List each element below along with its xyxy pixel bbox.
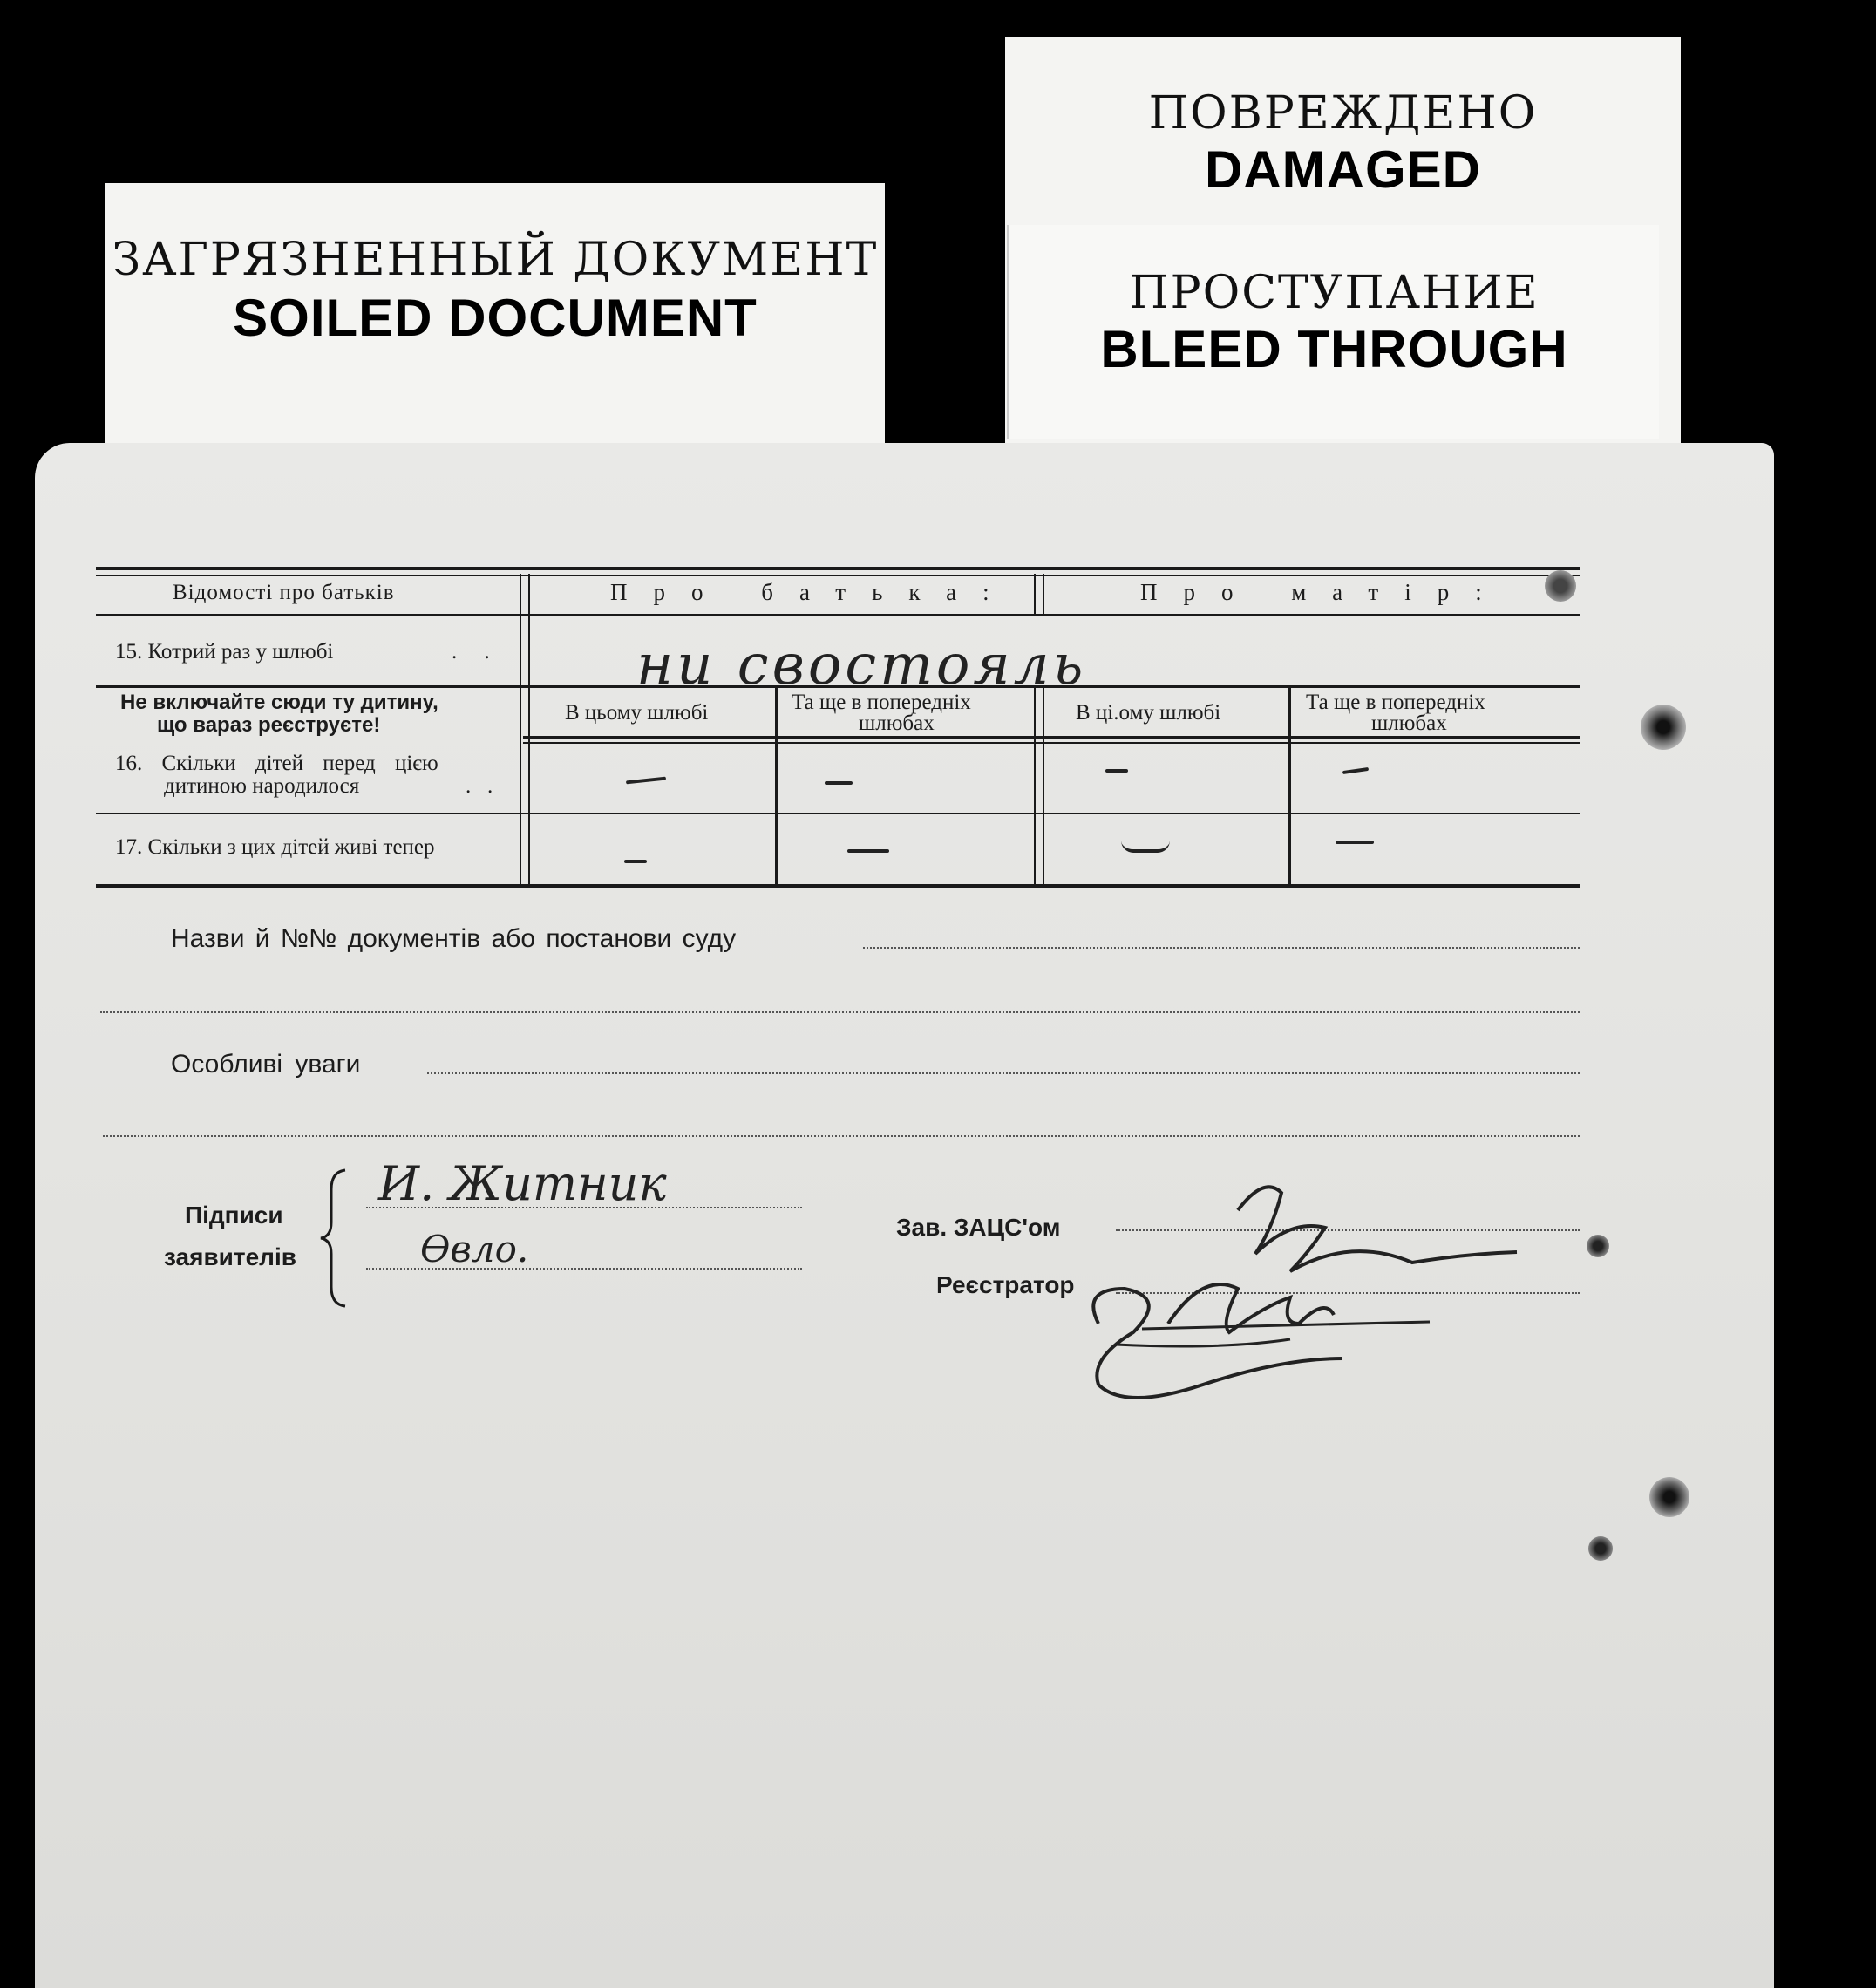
row17-father-this-dash	[624, 860, 647, 863]
damaged-tag-russian: ПОВРЕЖДЕНО	[1148, 87, 1538, 140]
binding-hole	[1588, 1536, 1613, 1561]
mother-previous-line1: Та ще в попередніх	[1306, 691, 1485, 714]
warning-line1: Не включайте сюди ту дитину,	[120, 691, 438, 714]
row15-label: 15. Котрий раз у шлюбі	[115, 640, 334, 664]
row16-label-line1: 16. Скільки дітей перед цією	[115, 752, 438, 775]
subheader-rule-thin	[523, 742, 1580, 744]
table-top-rule	[96, 567, 1580, 570]
registrar-label: Реєстратор	[936, 1271, 1075, 1298]
row15-leader-dots: . .	[452, 640, 490, 664]
col1-divider	[520, 574, 530, 886]
father-mother-divider	[1034, 574, 1044, 616]
binding-hole	[1649, 1477, 1689, 1517]
father-previous-line1: Та ще в попередніх	[792, 691, 971, 714]
row16-leader-dots: . .	[466, 774, 493, 798]
head-signature-scrawl	[1064, 1158, 1552, 1420]
header-about-mother: Про матір:	[1140, 579, 1508, 605]
row16-mother-prev-dash	[1342, 767, 1369, 774]
row16-label-line2: дитиною народилося	[164, 774, 360, 798]
applicant-signature-1: И. Житник	[378, 1156, 667, 1211]
bleed-tag-russian: ПРОСТУПАНИЕ	[1129, 267, 1540, 319]
table-top-rule-thin	[96, 575, 1580, 576]
row15-handwritten-value: ни свостояль	[636, 633, 1087, 698]
row17-mother-prev-dash	[1336, 841, 1374, 844]
header-about-father: Про батька:	[610, 579, 1016, 605]
applicant-signature-2-line	[366, 1268, 802, 1270]
signatures-label-line1: Підписи	[185, 1202, 283, 1229]
father-subcol-divider	[775, 687, 778, 886]
signatures-brace	[319, 1168, 350, 1308]
mother-this-marriage: В ці.ому шлюбі	[1076, 701, 1221, 725]
warning-line2: що вараз реєструєте!	[157, 713, 381, 737]
header-parents-info: Відомості про батьків	[173, 581, 395, 604]
binding-hole	[1641, 705, 1686, 750]
binding-hole	[1545, 570, 1576, 602]
binding-hole	[1587, 1235, 1609, 1257]
father-previous-line2: шлюбах	[859, 711, 935, 735]
table-bottom-rule	[96, 884, 1580, 888]
father-mother-divider-lower	[1034, 687, 1044, 886]
row16-father-prev-dash	[825, 781, 853, 785]
bleed-tag-english: BLEED THROUGH	[1100, 320, 1568, 378]
document-sheet	[35, 443, 1774, 1988]
mother-previous-line2: шлюбах	[1371, 711, 1447, 735]
row17-mother-this-dash	[1121, 841, 1170, 853]
applicant-signature-1-line	[366, 1207, 802, 1208]
row17-father-prev-dash	[847, 849, 889, 853]
documents-line	[863, 947, 1580, 949]
damaged-tag-english: DAMAGED	[1205, 140, 1481, 199]
mother-subcol-divider	[1288, 687, 1291, 886]
applicant-signature-2: Ѳвло.	[420, 1228, 529, 1270]
header-bottom-rule	[96, 614, 1580, 616]
row16-bottom-rule	[96, 813, 1580, 814]
soiled-document-tag	[105, 183, 885, 453]
remarks-line	[427, 1072, 1580, 1074]
soiled-tag-russian: ЗАГРЯЗНЕННЫЙ ДОКУМЕНТ	[112, 234, 879, 286]
father-this-marriage: В цьому шлюбі	[565, 701, 709, 725]
signatures-label-line2: заявителів	[164, 1243, 296, 1270]
row16-father-this-dash	[626, 777, 666, 785]
bleed-through-tag	[1009, 225, 1659, 439]
remarks-line-2	[103, 1135, 1580, 1137]
row16-mother-this-dash	[1105, 769, 1128, 773]
subheader-rule	[523, 736, 1580, 739]
row17-label: 17. Скільки з цих дітей живі тепер	[115, 835, 435, 859]
head-of-registry-label: Зав. ЗАЦС'ом	[896, 1214, 1061, 1241]
remarks-label: Особливі уваги	[171, 1050, 361, 1079]
documents-line-2	[100, 1011, 1580, 1013]
soiled-tag-english: SOILED DOCUMENT	[233, 289, 758, 347]
documents-label: Назви й №№ документів або постанови суду	[171, 924, 737, 953]
